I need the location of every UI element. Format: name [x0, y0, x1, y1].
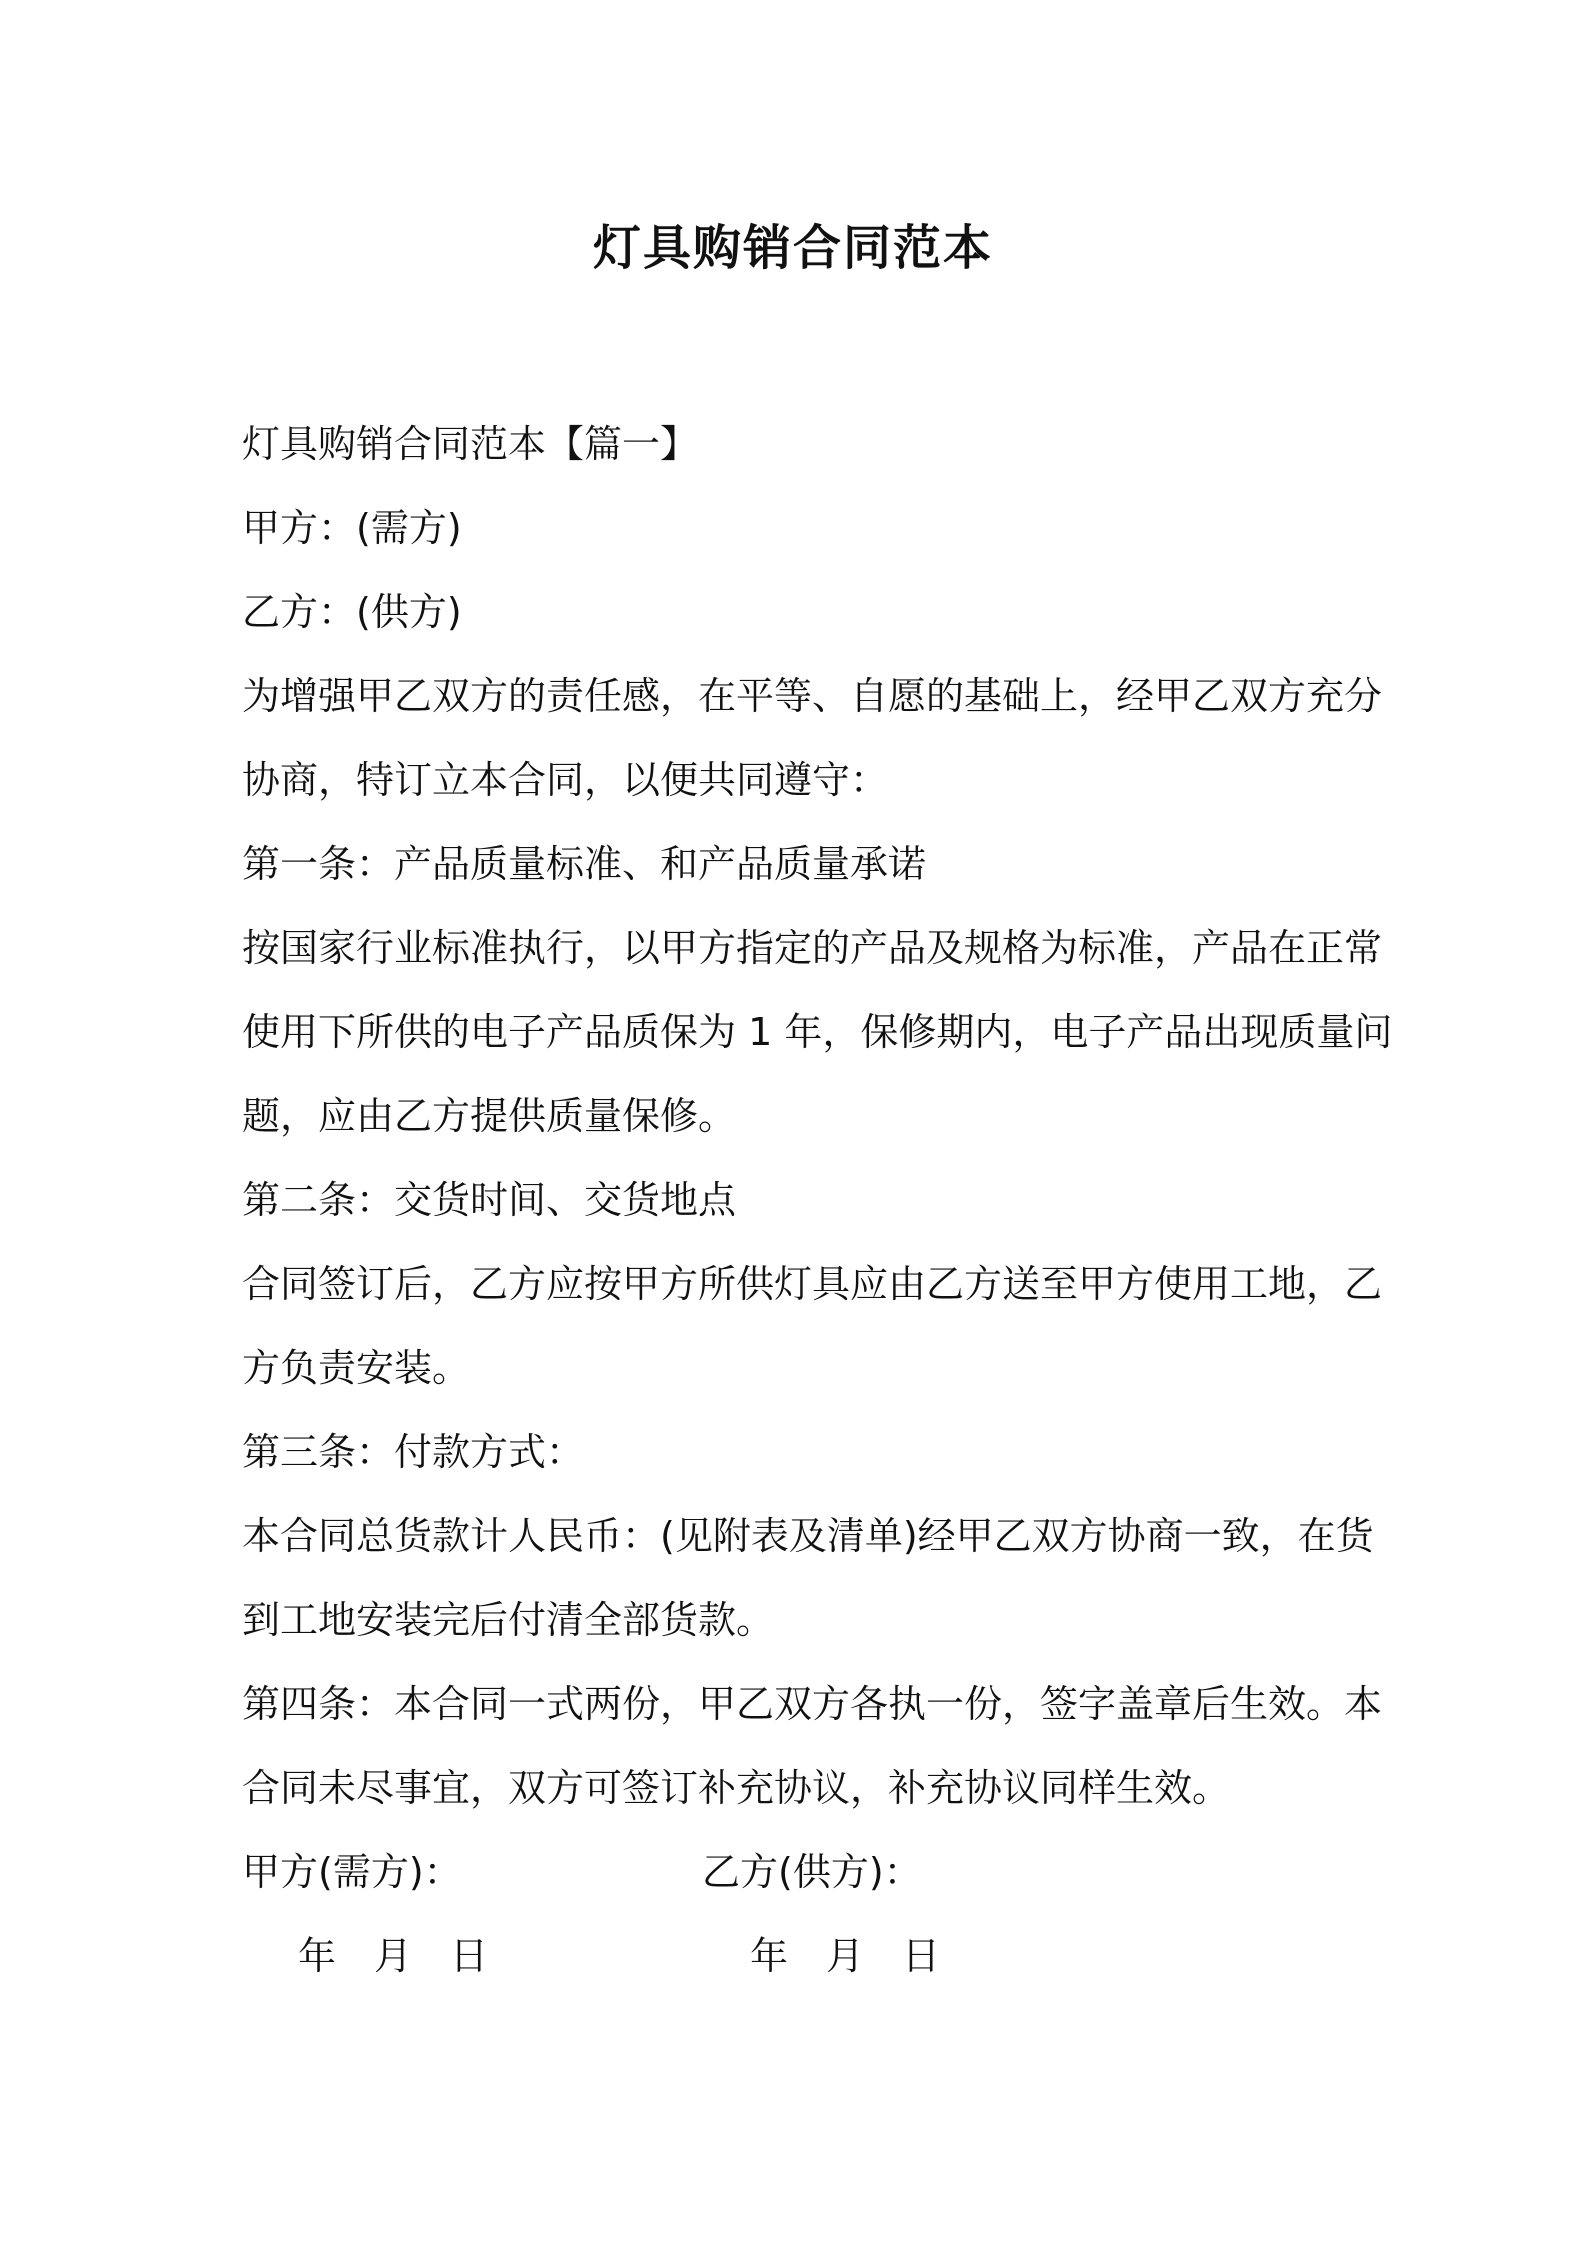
paragraph-line: 到工地安装完后付清全部货款。	[242, 1598, 775, 1642]
party-a-signature-label: 甲方(需方)：	[242, 1850, 462, 1894]
day-label: 日	[902, 1934, 941, 1978]
party-b-signature-label: 乙方(供方)：	[702, 1850, 922, 1894]
paragraph-line: 合同签订后，乙方应按甲方所供灯具应由乙方送至甲方使用工地，乙	[242, 1262, 1383, 1306]
date-row	[242, 1914, 1362, 1998]
paragraph-line: 合同未尽事宜，双方可签订补充协议，补充协议同样生效。	[242, 1766, 1231, 1810]
section-heading: 灯具购销合同范本【篇一】	[242, 422, 699, 466]
year-label: 年	[750, 1934, 789, 1978]
month-label: 月	[374, 1934, 413, 1978]
party-a-date	[298, 1914, 488, 1998]
day-label: 日	[450, 1934, 489, 1978]
paragraph-line: 使用下所供的电子产品质保为 1 年，保修期内，电子产品出现质量问	[242, 1010, 1393, 1054]
party-b-line: 乙方：(供方)	[242, 590, 462, 634]
year-label: 年	[298, 1934, 337, 1978]
party-a-line: 甲方：(需方)	[242, 506, 462, 550]
paragraph-line: 本合同总货款计人民币：(见附表及清单)经甲乙双方协商一致，在货	[242, 1514, 1374, 1558]
document-title: 灯具购销合同范本	[592, 220, 993, 276]
article-3-heading: 第三条：付款方式：	[242, 1430, 585, 1474]
paragraph-line: 题，应由乙方提供质量保修。	[242, 1094, 737, 1138]
paragraph-line: 方负责安装。	[242, 1346, 471, 1390]
article-2-heading: 第二条：交货时间、交货地点	[242, 1178, 737, 1222]
article-1-heading: 第一条：产品质量标准、和产品质量承诺	[242, 842, 927, 886]
article-4-line: 第四条：本合同一式两份，甲乙双方各执一份，签字盖章后生效。本	[242, 1682, 1383, 1726]
document-body	[242, 402, 1393, 1998]
paragraph-line: 为增强甲乙双方的责任感，在平等、自愿的基础上，经甲乙双方充分	[242, 674, 1383, 718]
paragraph-line: 按国家行业标准执行，以甲方指定的产品及规格为标准，产品在正常	[242, 926, 1383, 970]
signature-row	[242, 1830, 1362, 1914]
month-label: 月	[826, 1934, 865, 1978]
party-b-date	[750, 1914, 940, 1998]
paragraph-line: 协商，特订立本合同，以便共同遵守：	[242, 758, 889, 802]
